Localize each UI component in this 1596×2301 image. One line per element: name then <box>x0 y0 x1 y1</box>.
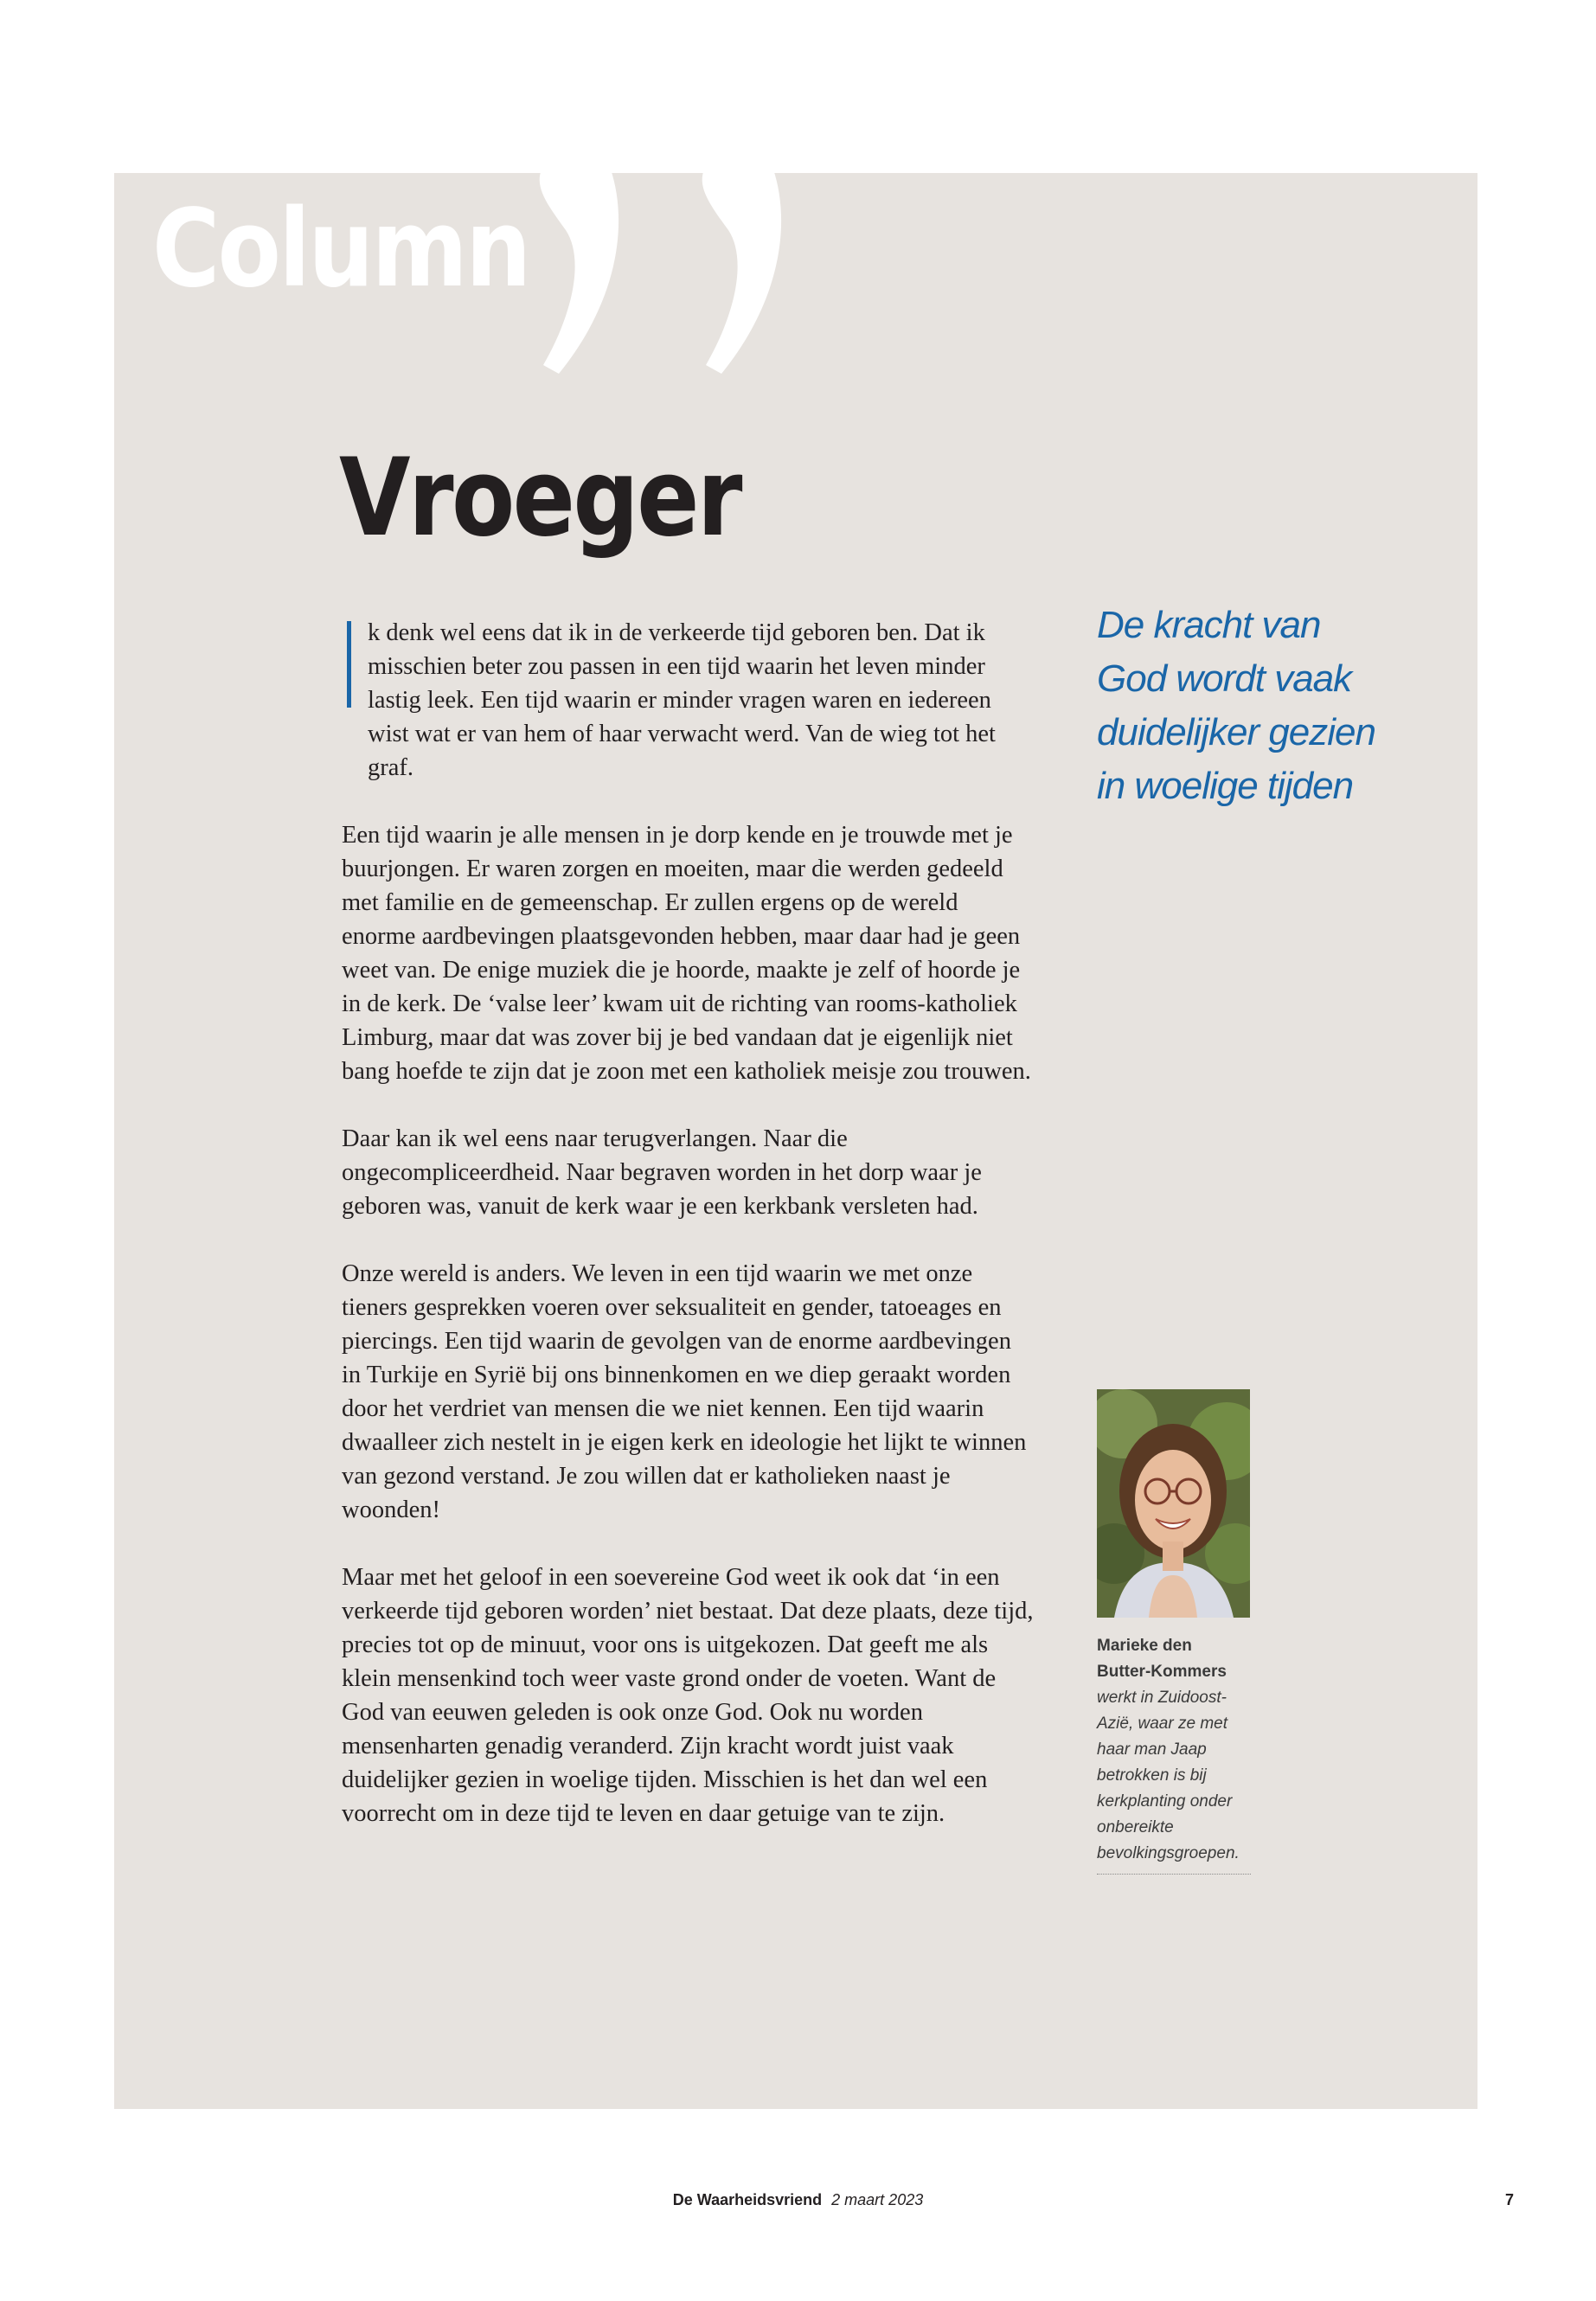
author-description: werkt in Zuidoost-Azië, waar ze met haar man Jaap betrokken is bij kerkplanting onder onbereikte bevolkingsgroepen. <box>1097 1689 1240 1862</box>
magazine-name: De Waarheidsvriend <box>672 2191 823 2208</box>
body-paragraph: Een tijd waarin je alle mensen in je dorp kende en je trouwde met je buurjongen. Er waren zorgen en moeiten, maar die werden gedeeld met familie en de gemeenschap. Er zullen ergens op de wereld enorme aardbevingen plaatsgevonden hebben, maar daar had je geen weet van. De enige muziek die je hoorde, maakte je zelf of hoorde je in de kerk. De ‘valse leer’ kwam uit de richting van rooms-katholiek Limburg, maar dat was zover bij je bed vandaan dat je eigenlijk niet bang hoefde te zijn dat je zoon met een katholiek meisje zou trouwen. <box>342 822 1031 1085</box>
section-label: Column <box>152 187 529 311</box>
issue-date: 2 maart 2023 <box>831 2191 924 2208</box>
intro-text: k denk wel eens dat ik in de verkeerde tijd geboren ben. Dat ik misschien beter zou passen in een tijd waarin het leven minder lastig leek. Een tijd waarin er minder vragen waren en iedereen wist wat er van hem of haar verwacht werd. Van de wieg tot het graf. <box>368 619 996 781</box>
article-title: Vroeger <box>339 436 740 561</box>
page-footer <box>0 2191 1596 2209</box>
author-name-line1: Marieke den <box>1097 1637 1192 1655</box>
body-paragraph: Onze wereld is anders. We leven in een tijd waarin we met onze tieners gesprekken voeren over seksualiteit en gender, tatoeages en piercings. Een tijd waarin de gevolgen van de enorme aardbevingen in Turkije en Syrië bij ons binnenkomen en we diep geraakt worden door het verdriet van mensen die we niet kennen. Een tijd waarin dwaalleer zich nestelt in je eigen kerk en ideologie het lijkt te winnen van gezond verstand. Je zou willen dat er katholieken naast je woonden! <box>342 1260 1027 1523</box>
initial-i-bar <box>347 621 351 708</box>
body-paragraph: Daar kan ik wel eens naar terugverlangen. Naar die ongecompliceerdheid. Naar begraven worden in het dorp waar je geboren was, vanuit de kerk waar je een kerkbank versleten had. <box>342 1125 982 1220</box>
intro-paragraph <box>342 616 1034 785</box>
body-paragraph: Maar met het geloof in een soevereine God weet ik ook dat ‘in een verkeerde tijd geboren worden’ niet bestaat. Dat deze plaats, deze tijd, precies tot op de minuut, voor ons is uitgekozen. Dat geeft me als klein mensenkind toch weer vaste grond onder de voeten. Want de God van eeuwen geleden is ook onze God. Ook nu worden mensenharten genadig veranderd. Zijn kracht wordt juist vaak duidelijker gezien in woelige tijden. Misschien is het dan wel een voorrecht om in deze tijd te leven en daar getuige van te zijn. <box>342 1564 1034 1827</box>
author-name-line2: Butter-Kommers <box>1097 1663 1227 1681</box>
author-portrait <box>1097 1389 1250 1618</box>
pull-quote: De kracht van God wordt vaak duidelijker gezien in woelige tijden <box>1097 604 1375 807</box>
page-number: 7 <box>1505 2191 1515 2208</box>
article-body <box>342 616 1034 1864</box>
closing-quote-icon <box>526 170 837 377</box>
author-bio <box>1097 1633 1251 1875</box>
